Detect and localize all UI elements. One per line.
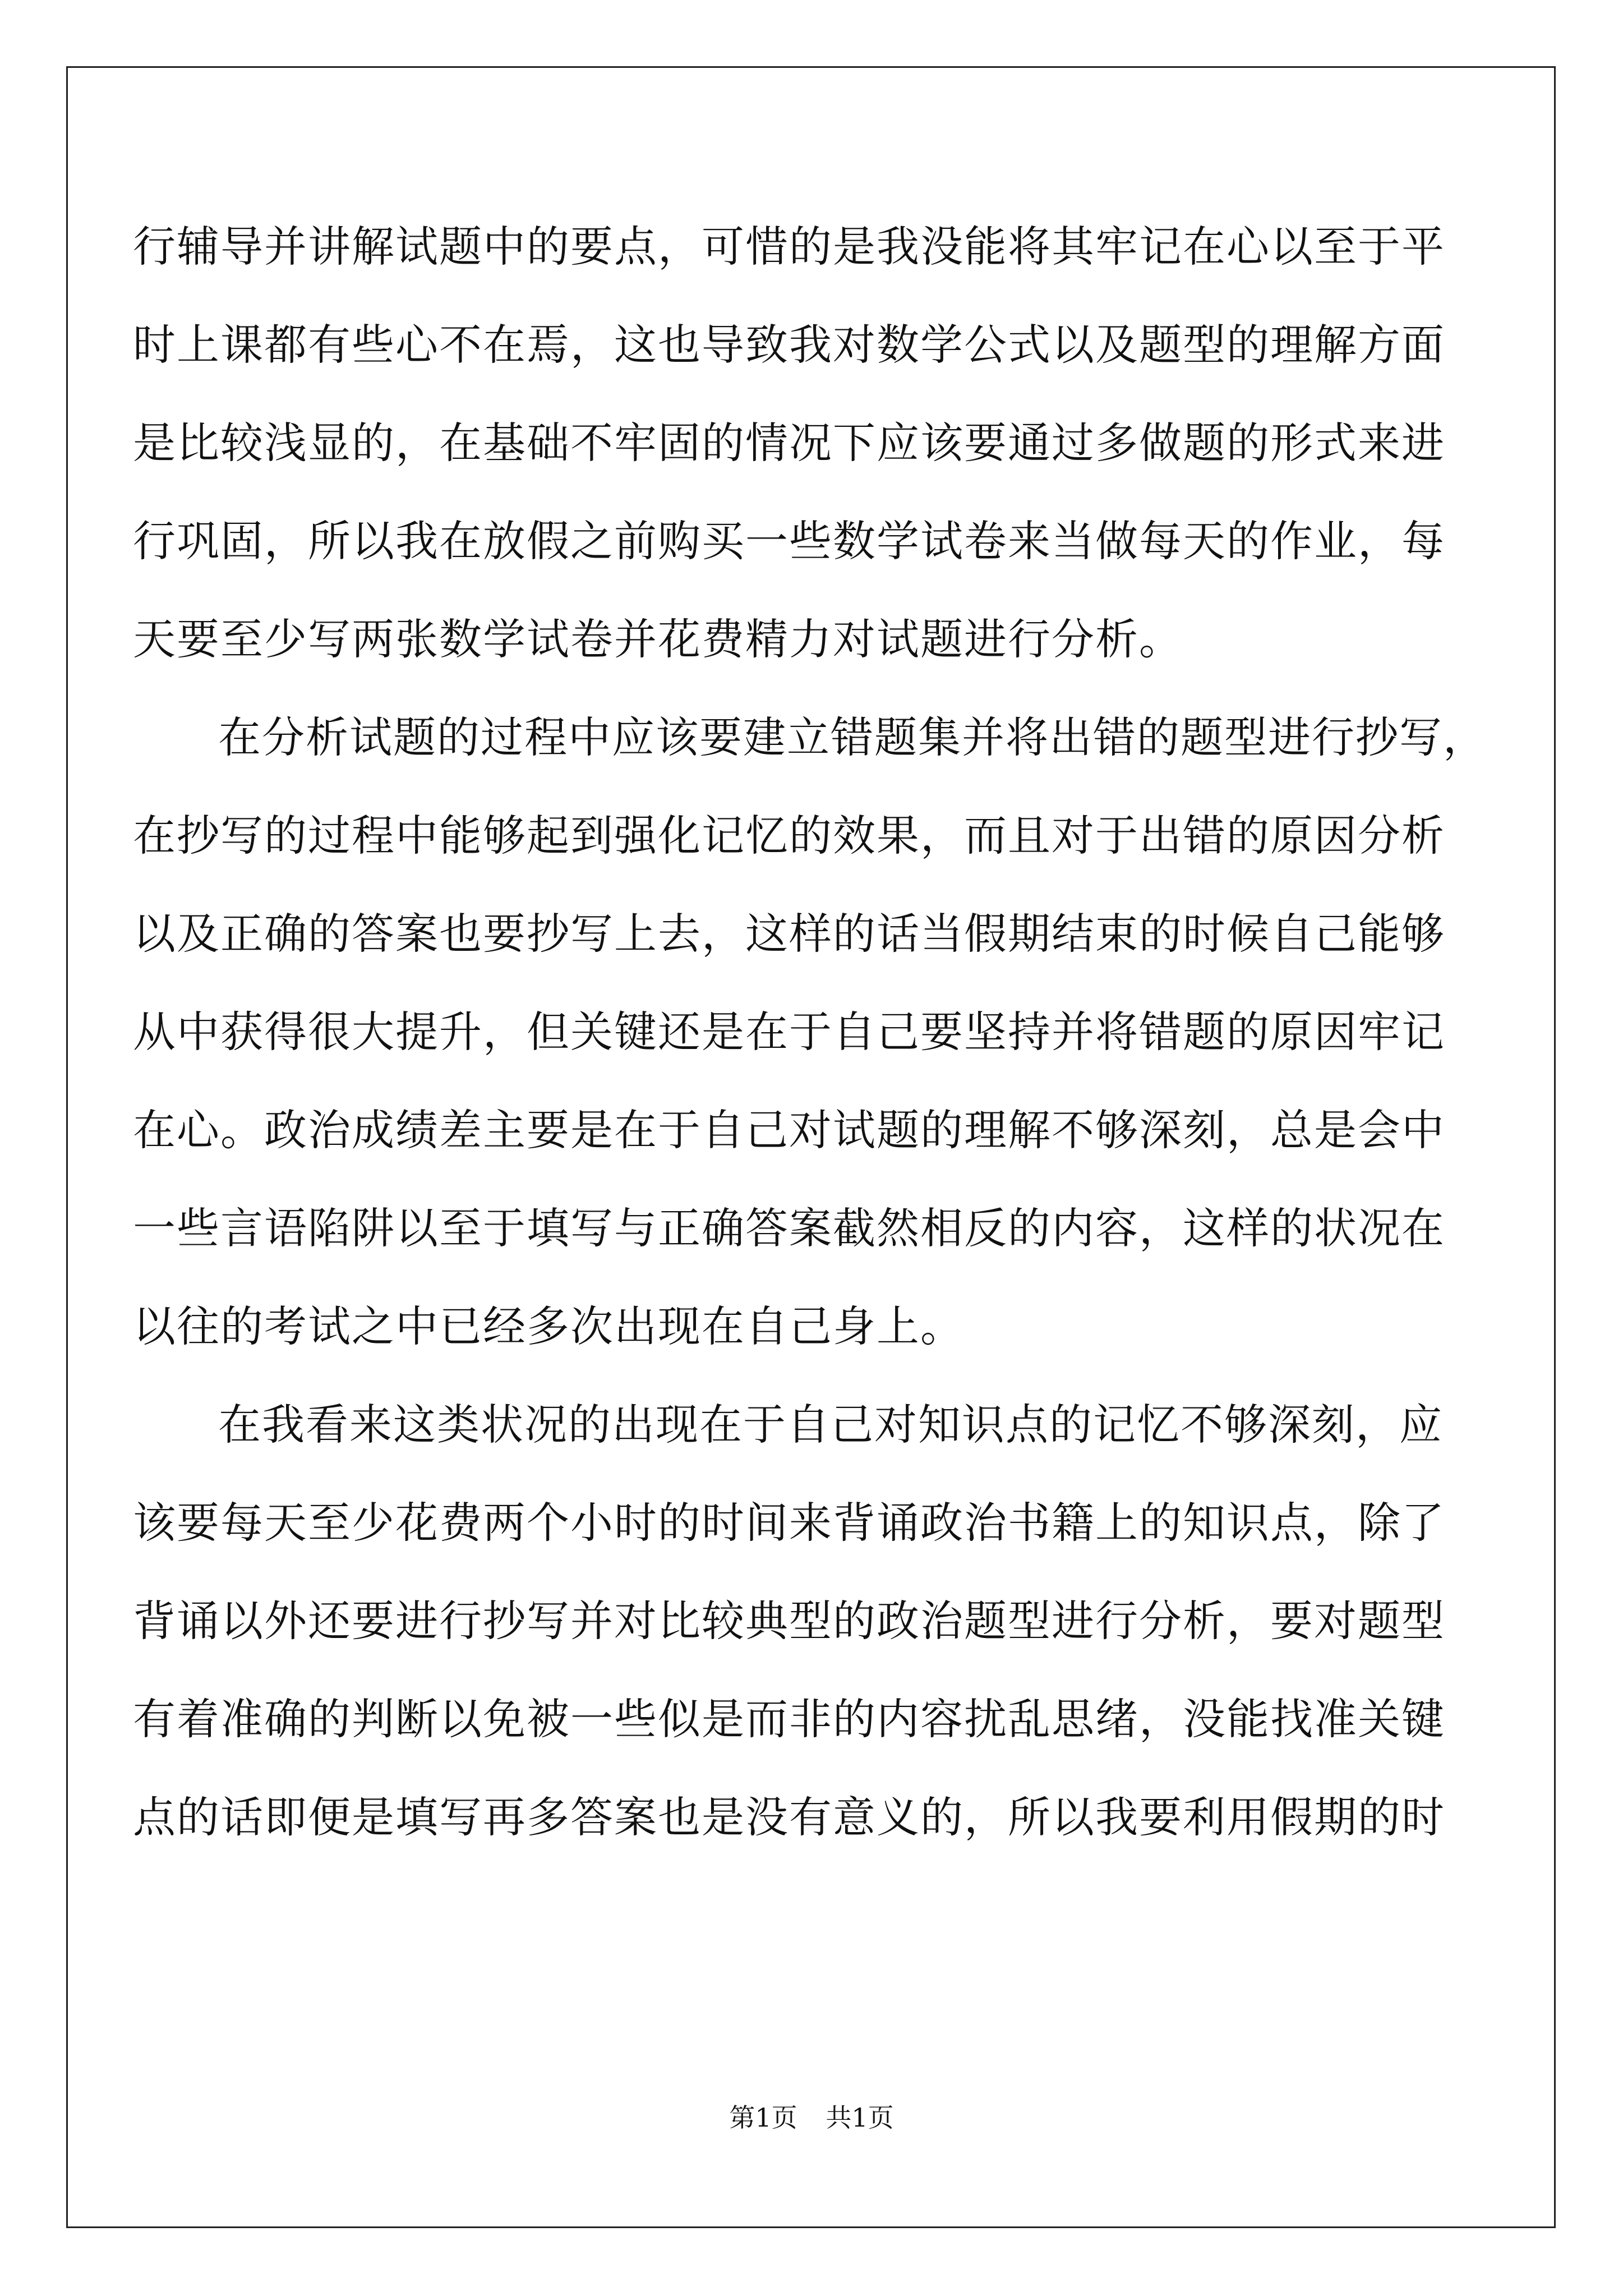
text-line: 时上课都有些心不在焉，这也导致我对数学公式以及题型的理解方面 — [133, 320, 1445, 370]
text-line: 背诵以外还要进行抄写并对比较典型的政治题型进行分析，要对题型 — [133, 1596, 1445, 1646]
text-line: 以及正确的答案也要抄写上去，这样的话当假期结束的时候自己能够 — [133, 909, 1445, 959]
text-line: 在抄写的过程中能够起到强化记忆的效果，而且对于出错的原因分析 — [133, 811, 1445, 861]
text-line: 从中获得很大提升，但关键还是在于自己要坚持并将错题的原因牢记 — [133, 1007, 1445, 1057]
text-line: 点的话即便是填写再多答案也是没有意义的，所以我要利用假期的时 — [133, 1792, 1445, 1842]
total-pages: 共1页 — [826, 2102, 894, 2133]
text-line: 有着准确的判断以免被一些似是而非的内容扰乱思绪，没能找准关键 — [133, 1694, 1445, 1744]
text-line: 是比较浅显的，在基础不牢固的情况下应该要通过多做题的形式来进 — [133, 418, 1445, 468]
text-line: 行巩固，所以我在放假之前购买一些数学试卷来当做每天的作业，每 — [133, 516, 1445, 566]
text-line: 天要至少写两张数学试卷并花费精力对试题进行分析。 — [133, 614, 1183, 664]
text-line: 该要每天至少花费两个小时的时间来背诵政治书籍上的知识点，除了 — [133, 1498, 1445, 1548]
text-line: 以往的考试之中已经多次出现在自己身上。 — [133, 1301, 964, 1351]
text-line: 在心。政治成绩差主要是在于自己对试题的理解不够深刻，总是会中 — [133, 1105, 1445, 1155]
text-line: 一些言语陷阱以至于填写与正确答案截然相反的内容，这样的状况在 — [133, 1203, 1445, 1253]
text-line: 行辅导并讲解试题中的要点，可惜的是我没能将其牢记在心以至于平 — [133, 222, 1445, 272]
page-footer — [0, 2101, 1623, 2134]
paragraph-start-line: 在我看来这类状况的出现在于自己对知识点的记忆不够深刻，应 — [218, 1400, 1443, 1450]
paragraph-start-line: 在分析试题的过程中应该要建立错题集并将出错的题型进行抄写， — [218, 712, 1487, 762]
page-number: 第1页 — [729, 2102, 797, 2133]
